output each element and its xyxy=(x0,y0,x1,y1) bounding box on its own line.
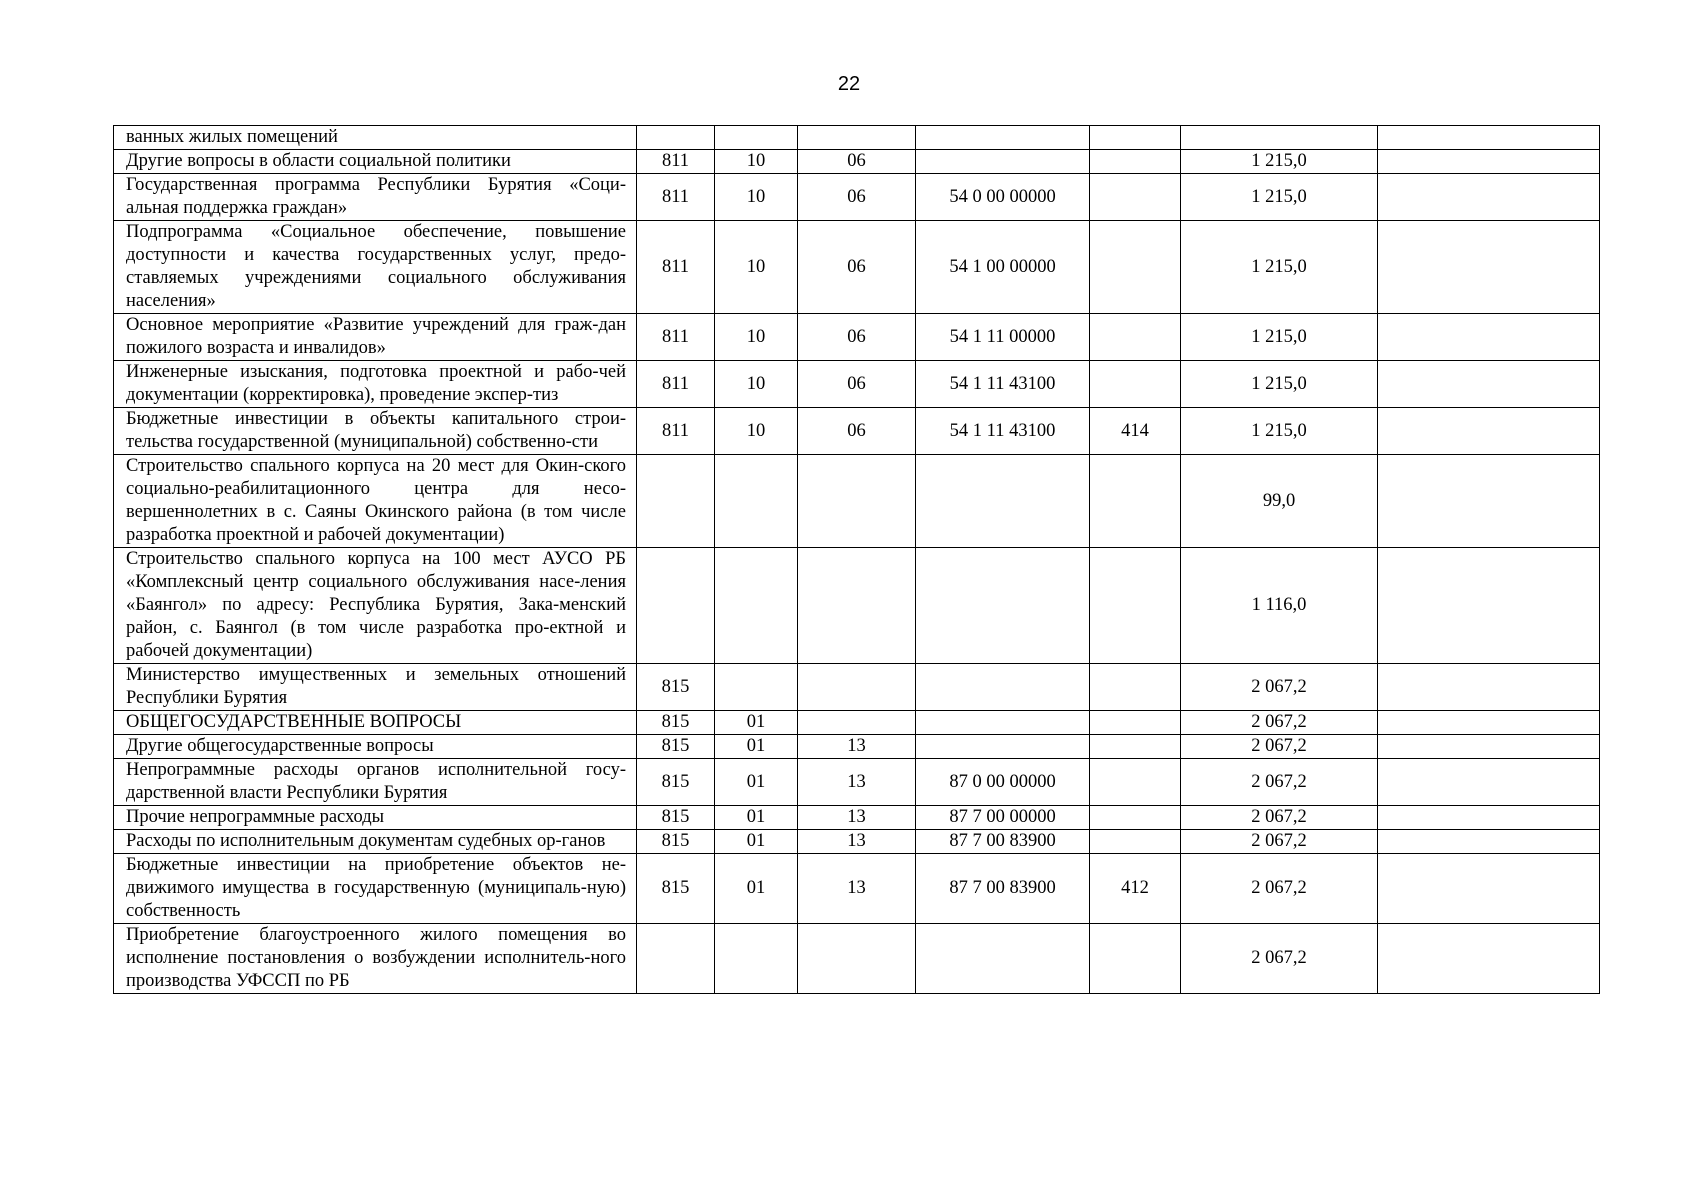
section-cell: 10 xyxy=(715,150,798,174)
amount-cell: 2 067,2 xyxy=(1181,924,1378,994)
table-row xyxy=(114,150,1600,174)
target-article-cell: 87 7 00 83900 xyxy=(916,830,1090,854)
subsection-cell: 06 xyxy=(798,174,916,221)
item-name-cell: Приобретение благоустроенного жилого помещения во исполнение постановления о возбуждении исполнитель-ного производства УФССП по РБ xyxy=(114,924,637,994)
item-name-cell: ванных жилых помещений xyxy=(114,126,637,150)
target-article-cell: 54 1 00 00000 xyxy=(916,221,1090,314)
amount-cell xyxy=(1181,126,1378,150)
amount-cell: 2 067,2 xyxy=(1181,759,1378,806)
extra-cell xyxy=(1378,854,1600,924)
ved-cell: 811 xyxy=(637,174,715,221)
extra-cell xyxy=(1378,735,1600,759)
amount-cell: 1 215,0 xyxy=(1181,408,1378,455)
table-row xyxy=(114,361,1600,408)
table-row xyxy=(114,711,1600,735)
item-name-cell: Прочие непрограммные расходы xyxy=(114,806,637,830)
extra-cell xyxy=(1378,924,1600,994)
subsection-cell: 13 xyxy=(798,735,916,759)
section-cell: 10 xyxy=(715,174,798,221)
subsection-cell: 13 xyxy=(798,759,916,806)
amount-cell: 2 067,2 xyxy=(1181,711,1378,735)
subsection-cell xyxy=(798,924,916,994)
extra-cell xyxy=(1378,408,1600,455)
amount-cell: 2 067,2 xyxy=(1181,664,1378,711)
section-cell: 01 xyxy=(715,854,798,924)
item-name-cell: Бюджетные инвестиции в объекты капитального строи-тельства государственной (муниципальной) собственно-сти xyxy=(114,408,637,455)
ved-cell: 811 xyxy=(637,314,715,361)
section-cell: 01 xyxy=(715,735,798,759)
section-cell: 10 xyxy=(715,408,798,455)
table-row xyxy=(114,126,1600,150)
item-name-cell: Строительство спального корпуса на 20 мест для Окин-ского социально-реабилитационного центра для несо-вершеннолетних в с. Саяны Окинского района (в том числе разработка проектной и рабочей документации) xyxy=(114,455,637,548)
ved-cell: 815 xyxy=(637,735,715,759)
table-row xyxy=(114,174,1600,221)
extra-cell xyxy=(1378,548,1600,664)
ved-cell xyxy=(637,924,715,994)
subsection-cell: 06 xyxy=(798,408,916,455)
ved-cell xyxy=(637,548,715,664)
expense-type-cell xyxy=(1090,314,1181,361)
ved-cell: 811 xyxy=(637,150,715,174)
amount-cell: 1 215,0 xyxy=(1181,361,1378,408)
table-row xyxy=(114,759,1600,806)
extra-cell xyxy=(1378,711,1600,735)
expense-type-cell xyxy=(1090,759,1181,806)
expense-type-cell xyxy=(1090,735,1181,759)
subsection-cell: 13 xyxy=(798,830,916,854)
target-article-cell: 54 1 11 43100 xyxy=(916,408,1090,455)
ved-cell: 815 xyxy=(637,711,715,735)
subsection-cell: 06 xyxy=(798,361,916,408)
section-cell: 01 xyxy=(715,759,798,806)
target-article-cell: 87 0 00 00000 xyxy=(916,759,1090,806)
item-name-cell: Основное мероприятие «Развитие учреждений для граж-дан пожилого возраста и инвалидов» xyxy=(114,314,637,361)
item-name-cell: Инженерные изыскания, подготовка проектной и рабо-чей документации (корректировка), проведение экспер-тиз xyxy=(114,361,637,408)
item-name-cell: Государственная программа Республики Бурятия «Соци-альная поддержка граждан» xyxy=(114,174,637,221)
ved-cell: 815 xyxy=(637,664,715,711)
amount-cell: 2 067,2 xyxy=(1181,806,1378,830)
expense-type-cell xyxy=(1090,830,1181,854)
extra-cell xyxy=(1378,806,1600,830)
table-row xyxy=(114,455,1600,548)
section-cell xyxy=(715,455,798,548)
extra-cell xyxy=(1378,221,1600,314)
target-article-cell xyxy=(916,548,1090,664)
section-cell: 01 xyxy=(715,830,798,854)
target-article-cell: 54 1 11 43100 xyxy=(916,361,1090,408)
page-number: 22 xyxy=(837,73,861,95)
extra-cell xyxy=(1378,174,1600,221)
budget-table xyxy=(113,125,1600,994)
amount-cell: 1 215,0 xyxy=(1181,221,1378,314)
item-name-cell: Строительство спального корпуса на 100 мест АУСО РБ «Комплексный центр социального обслуживания насе-ления «Баянгол» по адресу: Республика Бурятия, Зака-менский район, с. Баянгол (в том числе разработка про-ектной и рабочей документации) xyxy=(114,548,637,664)
subsection-cell xyxy=(798,711,916,735)
expense-type-cell xyxy=(1090,361,1181,408)
item-name-cell: Министерство имущественных и земельных отношений Республики Бурятия xyxy=(114,664,637,711)
ved-cell xyxy=(637,455,715,548)
item-name-cell: Подпрограмма «Социальное обеспечение, повышение доступности и качества государственных услуг, предо-ставляемых учреждениями социального обслуживания населения» xyxy=(114,221,637,314)
target-article-cell: 87 7 00 83900 xyxy=(916,854,1090,924)
target-article-cell: 54 0 00 00000 xyxy=(916,174,1090,221)
expense-type-cell xyxy=(1090,221,1181,314)
amount-cell: 1 215,0 xyxy=(1181,150,1378,174)
extra-cell xyxy=(1378,830,1600,854)
expense-type-cell xyxy=(1090,924,1181,994)
subsection-cell: 13 xyxy=(798,854,916,924)
extra-cell xyxy=(1378,455,1600,548)
item-name-cell: Другие вопросы в области социальной политики xyxy=(114,150,637,174)
ved-cell: 815 xyxy=(637,830,715,854)
subsection-cell xyxy=(798,548,916,664)
table-row xyxy=(114,314,1600,361)
ved-cell: 811 xyxy=(637,361,715,408)
item-name-cell: Непрограммные расходы органов исполнительной госу-дарственной власти Республики Бурятия xyxy=(114,759,637,806)
expense-type-cell: 414 xyxy=(1090,408,1181,455)
table-row xyxy=(114,924,1600,994)
section-cell xyxy=(715,664,798,711)
section-cell xyxy=(715,924,798,994)
ved-cell xyxy=(637,126,715,150)
item-name-cell: Другие общегосударственные вопросы xyxy=(114,735,637,759)
expense-type-cell: 412 xyxy=(1090,854,1181,924)
expense-type-cell xyxy=(1090,548,1181,664)
amount-cell: 2 067,2 xyxy=(1181,854,1378,924)
target-article-cell xyxy=(916,664,1090,711)
section-cell: 01 xyxy=(715,711,798,735)
table-row xyxy=(114,548,1600,664)
extra-cell xyxy=(1378,150,1600,174)
subsection-cell: 06 xyxy=(798,221,916,314)
section-cell: 10 xyxy=(715,221,798,314)
amount-cell: 2 067,2 xyxy=(1181,830,1378,854)
target-article-cell xyxy=(916,126,1090,150)
expense-type-cell xyxy=(1090,126,1181,150)
target-article-cell xyxy=(916,150,1090,174)
item-name-cell: Расходы по исполнительным документам судебных ор-ганов xyxy=(114,830,637,854)
target-article-cell: 87 7 00 00000 xyxy=(916,806,1090,830)
budget-table-body xyxy=(114,126,1600,994)
ved-cell: 815 xyxy=(637,854,715,924)
target-article-cell: 54 1 11 00000 xyxy=(916,314,1090,361)
amount-cell: 99,0 xyxy=(1181,455,1378,548)
target-article-cell xyxy=(916,711,1090,735)
table-row xyxy=(114,854,1600,924)
expense-type-cell xyxy=(1090,174,1181,221)
ved-cell: 811 xyxy=(637,221,715,314)
item-name-cell: Бюджетные инвестиции на приобретение объектов не-движимого имущества в государственную (муниципаль-ную) собственность xyxy=(114,854,637,924)
expense-type-cell xyxy=(1090,806,1181,830)
extra-cell xyxy=(1378,314,1600,361)
subsection-cell xyxy=(798,455,916,548)
amount-cell: 1 215,0 xyxy=(1181,174,1378,221)
amount-cell: 1 116,0 xyxy=(1181,548,1378,664)
table-row xyxy=(114,830,1600,854)
extra-cell xyxy=(1378,361,1600,408)
expense-type-cell xyxy=(1090,664,1181,711)
section-cell xyxy=(715,126,798,150)
table-row xyxy=(114,806,1600,830)
amount-cell: 2 067,2 xyxy=(1181,735,1378,759)
target-article-cell xyxy=(916,455,1090,548)
ved-cell: 815 xyxy=(637,759,715,806)
ved-cell: 811 xyxy=(637,408,715,455)
expense-type-cell xyxy=(1090,150,1181,174)
subsection-cell xyxy=(798,664,916,711)
section-cell xyxy=(715,548,798,664)
table-row xyxy=(114,735,1600,759)
extra-cell xyxy=(1378,759,1600,806)
table-row xyxy=(114,221,1600,314)
subsection-cell: 06 xyxy=(798,314,916,361)
target-article-cell xyxy=(916,924,1090,994)
table-row xyxy=(114,408,1600,455)
expense-type-cell xyxy=(1090,711,1181,735)
subsection-cell: 06 xyxy=(798,150,916,174)
ved-cell: 815 xyxy=(637,806,715,830)
extra-cell xyxy=(1378,664,1600,711)
section-cell: 01 xyxy=(715,806,798,830)
target-article-cell xyxy=(916,735,1090,759)
section-cell: 10 xyxy=(715,314,798,361)
expense-type-cell xyxy=(1090,455,1181,548)
item-name-cell: ОБЩЕГОСУДАРСТВЕННЫЕ ВОПРОСЫ xyxy=(114,711,637,735)
subsection-cell xyxy=(798,126,916,150)
subsection-cell: 13 xyxy=(798,806,916,830)
extra-cell xyxy=(1378,126,1600,150)
amount-cell: 1 215,0 xyxy=(1181,314,1378,361)
table-row xyxy=(114,664,1600,711)
section-cell: 10 xyxy=(715,361,798,408)
